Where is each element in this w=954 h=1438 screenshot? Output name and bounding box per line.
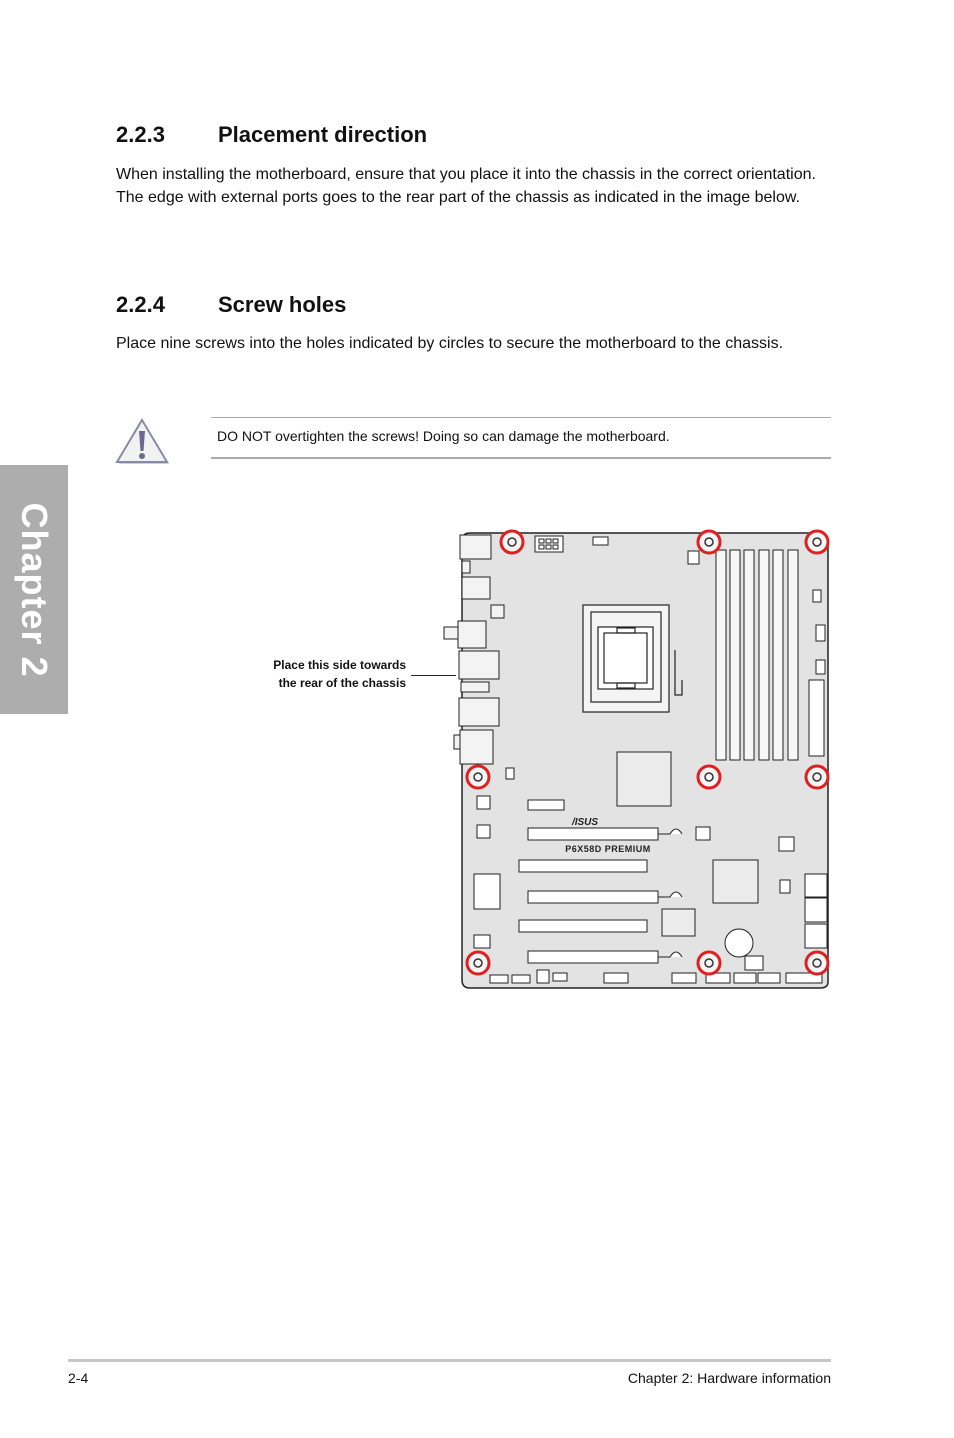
section-heading-screw-holes	[116, 292, 346, 318]
screw-hole-icon	[806, 766, 828, 788]
screw-hole-icon	[806, 531, 828, 553]
screw-hole-icon	[698, 766, 720, 788]
model-label: P6X58D PREMIUM	[565, 844, 651, 854]
rear-side-callout	[240, 656, 406, 692]
screw-hole-icon	[467, 952, 489, 974]
section-title: Placement direction	[218, 122, 428, 147]
section-number: 2.2.4	[116, 292, 165, 317]
screw-hole-icon	[467, 766, 489, 788]
chapter-side-tab	[0, 465, 68, 714]
screw-hole-icon	[698, 952, 720, 974]
screw-holes-paragraph: Place nine screws into the holes indicated by circles to secure the motherboard to the chassis.	[116, 335, 784, 352]
page-number: 2-4	[68, 1370, 89, 1386]
section-heading-placement	[116, 122, 427, 148]
callout-line-1: Place this side towards	[273, 658, 406, 672]
warning-note-box	[211, 417, 831, 459]
chapter-tab-label: Chapter 2	[14, 501, 55, 678]
warning-note-text: DO NOT overtighten the screws! Doing so can damage the motherboard.	[217, 428, 670, 444]
brand-logo: /ISUS	[571, 817, 599, 828]
footer-rule	[68, 1359, 831, 1362]
warning-icon	[115, 418, 169, 466]
screw-hole-icon	[501, 531, 523, 553]
motherboard-diagram	[440, 522, 840, 992]
callout-line-2: the rear of the chassis	[278, 676, 406, 690]
placement-paragraph: When installing the motherboard, ensure that you place it into the chassis in the correct orientation. The edge with external ports goes to the rear part of the chassis as indicated in the image below.	[116, 166, 816, 206]
screw-hole-icon	[698, 531, 720, 553]
section-number: 2.2.3	[116, 122, 165, 147]
footer-chapter-label: Chapter 2: Hardware information	[627, 1370, 831, 1386]
section-title: Screw holes	[218, 292, 347, 317]
cpu-socket	[583, 605, 682, 712]
screw-hole-icon	[806, 952, 828, 974]
